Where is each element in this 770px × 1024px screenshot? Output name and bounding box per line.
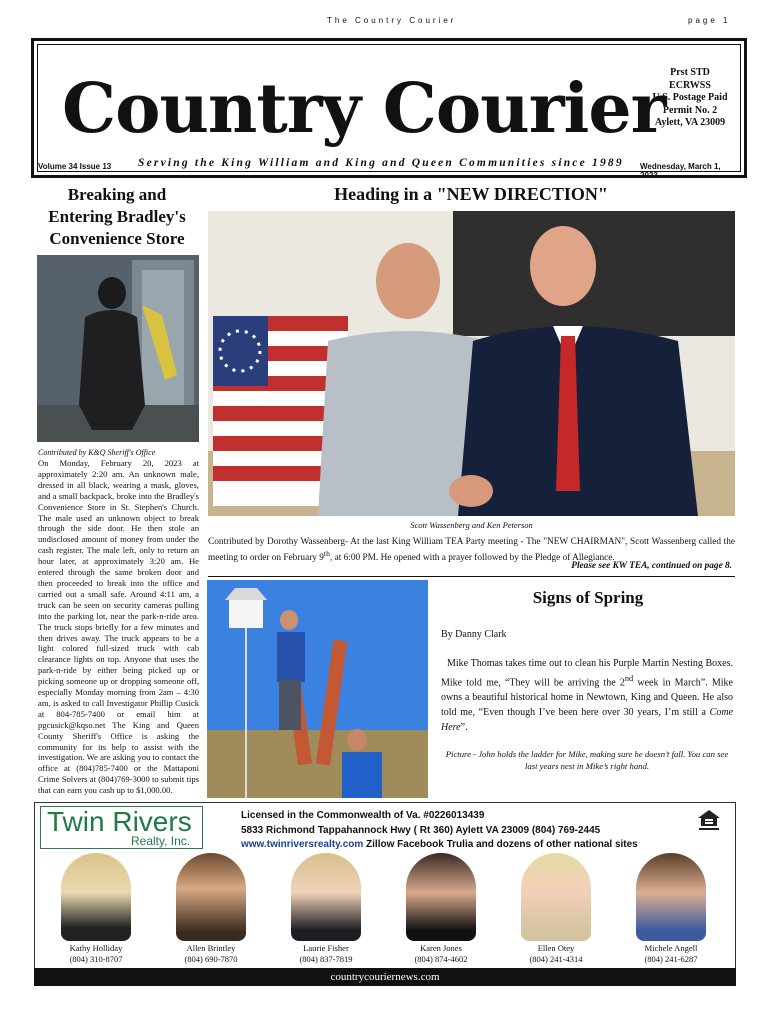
spring-story-body: [441, 656, 733, 735]
lead-photo-credit: Scott Wassenberg and Ken Peterson: [410, 520, 533, 530]
issue-date: Wednesday, March 1, 2023: [640, 162, 721, 180]
agent-phone: (804) 690-7870: [184, 954, 238, 964]
agent-card: [501, 851, 611, 969]
issue-number: Volume 34 Issue 13: [38, 162, 112, 171]
license-line: Licensed in the Commonwealth of Va. #0226013439: [241, 810, 485, 821]
lead-story-body: [208, 536, 735, 564]
permit-line: Aylett, VA 23009: [654, 117, 726, 128]
security-camera-illustration: [37, 255, 199, 442]
logo-subtitle: Realty, Inc.: [131, 834, 191, 848]
spring-photo: [207, 580, 428, 798]
ladder-illustration: [207, 580, 428, 798]
agent-name: Allen Brintley: [186, 943, 236, 953]
agent-photo: [61, 853, 131, 941]
spring-body-sup: nd: [624, 674, 634, 683]
agent-card: [616, 851, 726, 969]
lead-body-text: Contributed by Dorothy Wassenberg- At the last King William TEA Party meeting - The "NEW CHAIRMAN", Scott Wassenberg called the meeting to order on February 9: [208, 537, 735, 564]
permit-line: Prst STD: [670, 67, 710, 78]
website-line: [241, 839, 638, 850]
agent-card: [271, 851, 381, 969]
spring-body-text: ”.: [460, 722, 468, 734]
agent-name: Michele Angell: [644, 943, 698, 953]
left-story-headline: Breaking and Entering Bradley's Convenience Store: [48, 185, 186, 248]
divider: [208, 576, 735, 577]
spring-caption: Picture - John holds the ladder for Mike, making sure he doesn’t fall. You can see last years nest in Mike’s right hand.: [445, 749, 729, 771]
agent-roster: [41, 851, 731, 969]
agent-phone: (804) 310-8707: [69, 954, 123, 964]
agent-photo: [291, 853, 361, 941]
running-head: [0, 16, 770, 30]
agent-photo: [406, 853, 476, 941]
lead-story-headline: Heading in a "NEW DIRECTION": [334, 184, 608, 204]
spring-body-emphasis: Come Here: [441, 707, 733, 734]
agent-card: [386, 851, 496, 969]
equal-housing-icon: [697, 809, 721, 831]
logo-name: Twin Rivers: [47, 806, 192, 837]
lead-body-sup: th: [323, 549, 330, 558]
agent-name: Kathy Holliday: [69, 943, 123, 953]
running-head-title: The Country Courier: [327, 16, 457, 25]
nameplate: Country Courier: [62, 69, 666, 149]
website-link[interactable]: www.twinriversrealty.com: [241, 839, 364, 850]
handshake-illustration: [208, 211, 735, 516]
masthead-frame: [37, 44, 741, 180]
agent-card: [41, 851, 151, 969]
spring-body-text: Mike Thomas takes time out to clean his Purple Martin Nesting Boxes. Mike told me, “They will be arriving the 2: [441, 658, 733, 689]
agent-photo: [521, 853, 591, 941]
running-head-page: page 1: [688, 16, 731, 25]
left-story-body: On Monday, February 20, 2023 at approximately 2:20 am. An unknown male, dressed in all black, wearing a mask, gloves, and a small backpack, broke into the Bradley's Convenience Store in St. Stephen's Church. The male used an unknown object to break through the side door. He then stole an undisclosed amount of money from under the cash register. The male left, only to return an hour later, at approximately 3:20 am. He entered through the same broken door and then proceeded to break into the office and carried out a small safe. Around 4:11 am, a truck can be seen on security cameras pulling into the parking lot, near the park-n-ride area. The truck stops briefly for a few minutes and then drives away. The truck appears to be a light colored full-sized truck with cab clearance lights on top. Anyone that uses the park-n-ride by either being picked up or picking someone up or dropping someone off, especially Monday morning from 2am – 4:30 am, is asked to call Investigator Phillip Cusick at 804-785-7400 or email him at pgcusick@kqso.net The King and Queen County Sheriff's Office is asking the community for its help to assist with the investigation. We are asking you to contact the office at (804)785-7400 or the Mattaponi Crime Solvers at (804)769-3000 to submit tips that can earn you cash up to $1,000.00.: [38, 458, 199, 796]
agent-name: Laurie Fisher: [303, 943, 349, 953]
permit-line: Permit No. 2: [662, 104, 718, 116]
realty-advertisement: [34, 802, 736, 986]
agent-phone: (804) 837-7819: [299, 954, 353, 964]
agent-name: Ellen Otey: [537, 943, 575, 953]
spring-byline: By Danny Clark: [441, 629, 507, 640]
lead-story-photo: [208, 211, 735, 516]
security-camera-photo: [37, 255, 199, 442]
agent-name: Karen Jones: [420, 943, 462, 953]
twin-rivers-logo: [40, 806, 203, 849]
left-story-caption: Contributed by K&Q Sheriff's Office: [38, 448, 156, 457]
spring-body-text: week in March”. Mike owns a beautiful historical home in Newtown, King and Queen. He also told me, “Even though I’ve been here over 30 years, I’m still a: [441, 677, 733, 719]
agent-photo: [176, 853, 246, 941]
permit-line: U.S. Postage Paid: [652, 92, 728, 103]
website-footer[interactable]: countrycouriernews.com: [34, 968, 736, 986]
agent-phone: (804) 874-4602: [414, 954, 468, 964]
masthead: [31, 38, 747, 178]
permit-line: ECRWSS: [669, 79, 711, 91]
agent-card: [156, 851, 266, 969]
postage-permit: [640, 67, 740, 130]
lead-body-text: , at 6:00 PM. He opened with a prayer followed by the Pledge of Allegiance.: [329, 553, 615, 564]
agent-photo: [636, 853, 706, 941]
address-line: 5833 Richmond Tappahannock Hwy ( Rt 360) Aylett VA 23009 (804) 769-2445: [241, 825, 601, 836]
tagline: Serving the King William and King and Queen Communities since 1989: [138, 157, 624, 169]
agent-phone: (804) 241-6287: [644, 954, 698, 964]
spring-story-headline: Signs of Spring: [532, 588, 644, 607]
listing-sites: Zillow Facebook Trulia and dozens of other national sites: [363, 839, 638, 850]
continued-link[interactable]: Please see KW TEA, continued on page 8.: [571, 561, 732, 571]
agent-phone: (804) 241-4314: [529, 954, 583, 964]
